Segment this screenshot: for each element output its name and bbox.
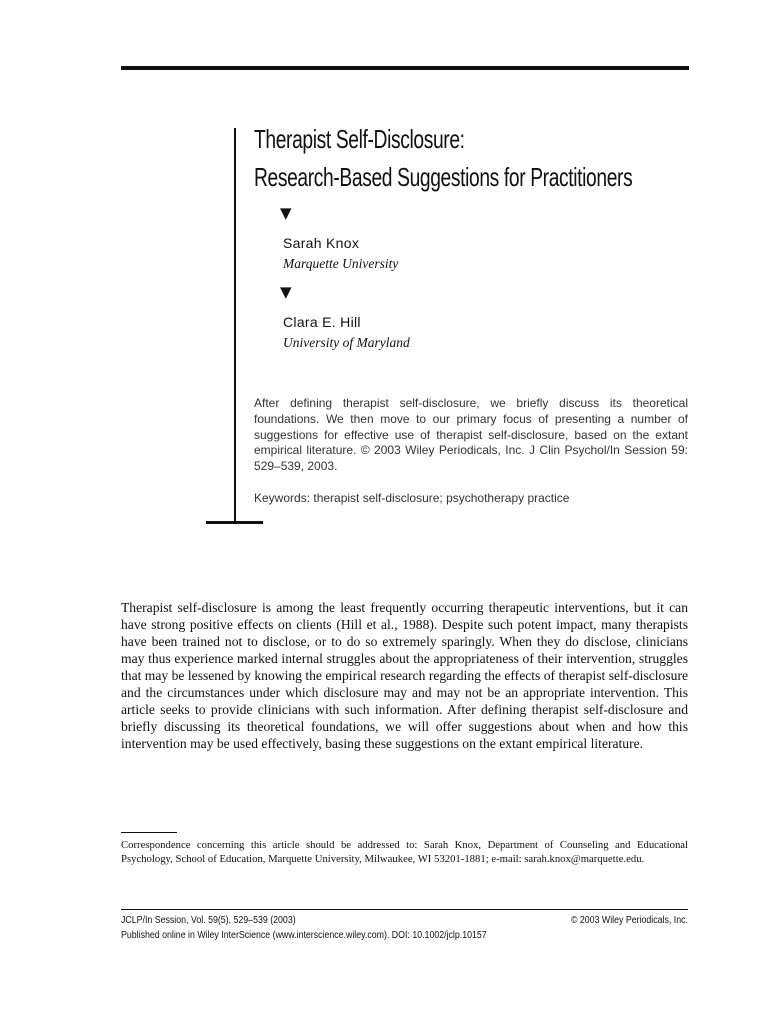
author-name: Clara E. Hill — [283, 314, 361, 330]
keywords: Keywords: therapist self-disclosure; psychotherapy practice — [254, 491, 570, 505]
footer-rule — [121, 909, 688, 910]
correspondence-footnote: Correspondence concerning this article should be addressed to: Sarah Knox, Department of Counseling and Educational Psychology, School of Education, Marquette University, Milwaukee, WI 53201-1881; e-mail: sarah.knox@marquette.edu. — [121, 839, 688, 865]
footer-publication-row — [121, 929, 688, 943]
journal-citation: JCLP/In Session, Vol. 59(5), 529–539 (2003) — [121, 915, 296, 926]
title-line-2: Research-Based Suggestions for Practitioners — [254, 162, 633, 192]
footnote-rule — [121, 832, 177, 833]
side-rule-foot — [206, 521, 263, 524]
triangle-marker-icon: ▼ — [280, 204, 292, 222]
title-line-1: Therapist Self-Disclosure: — [254, 124, 465, 154]
copyright-notice: © 2003 Wiley Periodicals, Inc. — [570, 915, 688, 926]
author-affiliation: Marquette University — [283, 256, 399, 271]
footer-citation-row — [121, 914, 688, 928]
publication-info: Published online in Wiley InterScience (www.interscience.wiley.com). DOI: 10.1002/jclp.10157 — [121, 930, 487, 941]
top-rule — [121, 66, 689, 70]
author-affiliation: University of Maryland — [283, 335, 410, 350]
author-name: Sarah Knox — [283, 235, 360, 251]
triangle-marker-icon: ▼ — [280, 283, 292, 301]
abstract: After defining therapist self-disclosure, we briefly discuss its theoretical foundations. We then move to our primary focus of presenting a number of suggestions for effective use of therapist self-disclosure, based on the extant empirical literature. © 2003 Wiley Periodicals, Inc. J Clin Psychol/In Session 59: 529–539, 2003. — [254, 396, 688, 474]
side-rule — [234, 128, 236, 523]
body-paragraph: Therapist self-disclosure is among the least frequently occurring therapeutic interventions, but it can have strong positive effects on clients (Hill et al., 1988). Despite such potent impact, many therapists have been trained not to disclose, or to do so extremely sparingly. When they do disclose, clinicians may thus experience marked internal struggles about the appropriateness of their intervention, struggles that may be lessened by knowing the empirical research regarding the effects of therapist self-disclosure and the circumstances under which disclosure may and may not be an appropriate intervention. This article seeks to provide clinicians with such information. After defining therapist self-disclosure and briefly discussing its theoretical foundations, we will offer suggestions about when and how this intervention may be used effectively, basing these suggestions on the extant empirical literature. — [121, 600, 688, 751]
article-title — [254, 120, 632, 196]
